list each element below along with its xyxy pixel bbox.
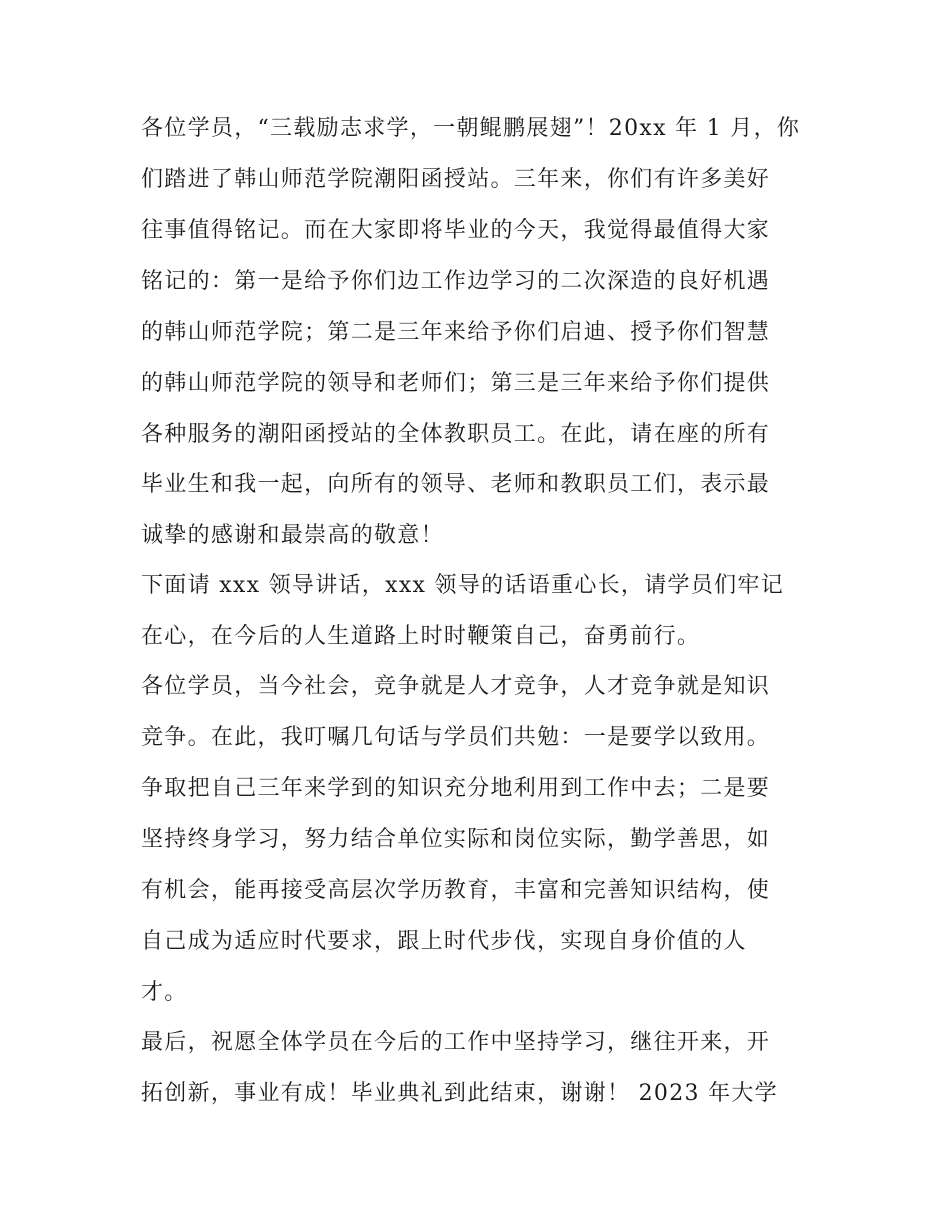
text-line: 各种服务的潮阳函授站的全体教职员工。在此，请在座的所有 [141,422,771,447]
text-line: 的韩山师范学院的领导和老师们；第三是三年来给予你们提供 [141,371,771,396]
text-line: 毕业生和我一起，向所有的领导、老师和教职员工们，表示最 [141,472,771,497]
text-line: 有机会，能再接受高层次学历教育，丰富和完善知识结构，使 [141,878,771,903]
text-line: 自己成为适应时代要求，跟上时代步伐，实现自身价值的人 [141,929,747,954]
text-line: 下面请 xxx 领导讲话，xxx 领导的话语重心长，请学员们牢记 [141,573,785,598]
text-line: 最后，祝愿全体学员在今后的工作中坚持学习，继往开来，开 [141,1030,771,1055]
text-line: 拓创新，事业有成！毕业典礼到此结束，谢谢！ 2023 年大学 [141,1081,778,1106]
text-line: 铭记的：第一是给予你们边工作边学习的二次深造的良好机遇 [141,269,771,294]
text-line: 竞争。在此，我叮嘱几句话与学员们共勉：一是要学以致用。 [141,725,771,750]
text-line: 争取把自己三年来学到的知识充分地利用到工作中去；二是要 [141,776,771,801]
text-line: 诚挚的感谢和最崇高的敬意！ [141,523,444,548]
text-line: 各位学员，当今社会，竞争就是人才竞争，人才竞争就是知识 [141,674,771,699]
text-line: 在心，在今后的人生道路上时时鞭策自己，奋勇前行。 [141,624,701,649]
text-line: 们踏进了韩山师范学院潮阳函授站。三年来，你们有许多美好 [141,167,771,192]
text-line: 的韩山师范学院；第二是三年来给予你们启迪、授予你们智慧 [141,320,771,345]
text-line: 坚持终身学习，努力结合单位实际和岗位实际，勤学善思，如 [141,827,771,852]
text-line: 才。 [141,980,188,1005]
text-line: 各位学员，“三载励志求学，一朝鲲鹏展翅”！20xx 年 1 月，你 [141,116,801,141]
text-line: 往事值得铭记。而在大家即将毕业的今天，我觉得最值得大家 [141,218,771,243]
